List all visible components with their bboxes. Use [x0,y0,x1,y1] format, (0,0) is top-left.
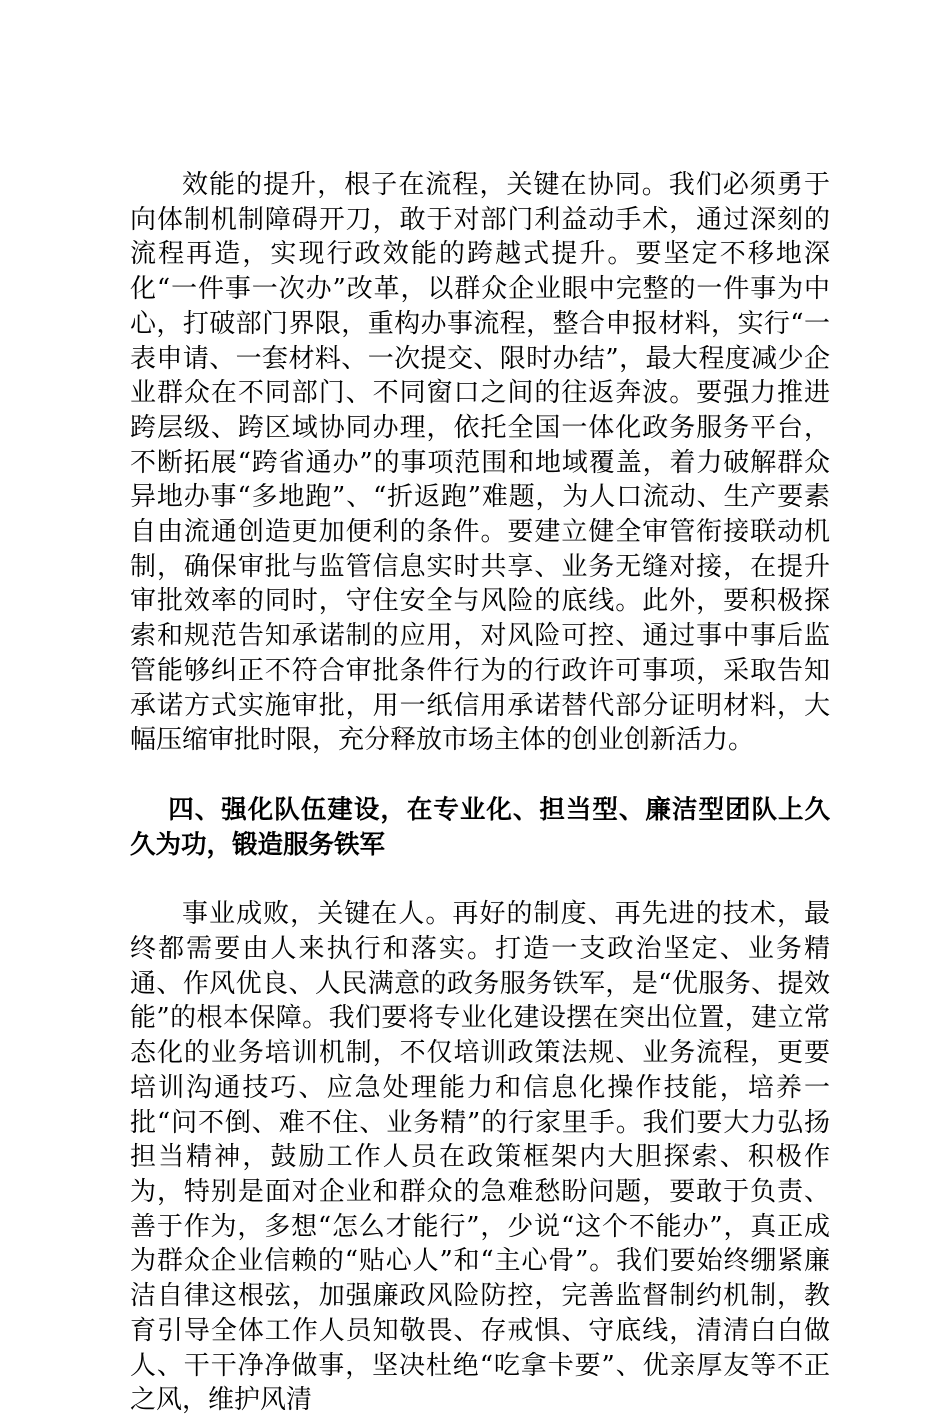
body-paragraph-team: 事业成败，关键在人。再好的制度、再先进的技术，最终都需要由人来执行和落实。打造一支政治坚定、业务精通、作风优良、人民满意的政务服务铁军，是“优服务、提效能”的根本保障。我们要将专业化建设摆在突出位置，建立常态化的业务培训机制，不仅培训政策法规、业务流程，更要培训沟通技巧、应急处理能力和信息化操作技能，培养一批“问不倒、难不住、业务精”的行家里手。我们要大力弘扬担当精神，鼓励工作人员在政策框架内大胆探索、积极作为，特别是面对企业和群众的急难愁盼问题，要敢于负责、善于作为，多想“怎么才能行”，少说“这个不能办”，真正成为群众企业信赖的“贴心人”和“主心骨”。我们要始终绷紧廉洁自律这根弦，加强廉政风险防控，完善监督制约机制，教育引导全体工作人员知敬畏、存戒惧、守底线，清清白白做人、干干净净做事，坚决杜绝“吃拿卡要”、优亲厚友等不正之风，维护风清 [130,899,830,1416]
body-paragraph-process: 效能的提升，根子在流程，关键在协同。我们必须勇于向体制机制障碍开刀，敢于对部门利益动手术，通过深刻的流程再造，实现行政效能的跨越式提升。要坚定不移地深化“一件事一次办”改革，以群众企业眼中完整的一件事为中心，打破部门界限，重构办事流程，整合申报材料，实行“一表申请、一套材料、一次提交、限时办结”，最大程度减少企业群众在不同部门、不同窗口之间的往返奔波。要强力推进跨层级、跨区域协同办理，依托全国一体化政务服务平台，不断拓展“跨省通办”的事项范围和地域覆盖，着力破解群众异地办事“多地跑”、“折返跑”难题，为人口流动、生产要素自由流通创造更加便利的条件。要建立健全审管衔接联动机制，确保审批与监管信息实时共享、业务无缝对接，在提升审批效率的同时，守住安全与风险的底线。此外，要积极探索和规范告知承诺制的应用，对风险可控、通过事中事后监管能够纠正不符合审批条件行为的行政许可事项，采取告知承诺方式实施审批，用一纸信用承诺替代部分证明材料，大幅压缩审批时限，充分释放市场主体的创业创新活力。 [130,170,830,756]
document-page [130,168,830,1418]
section-heading-four: 四、强化队伍建设，在专业化、担当型、廉洁型团队上久久为功，锻造服务铁军 [130,794,830,860]
